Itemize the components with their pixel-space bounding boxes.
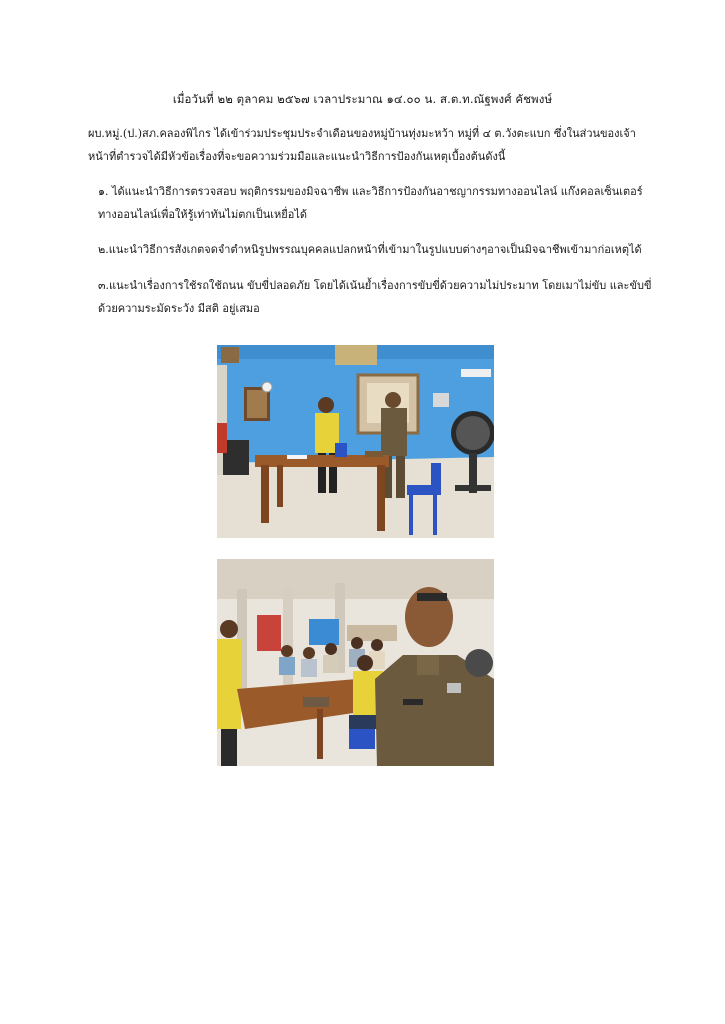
paragraph-item-3: ๓.แนะนำเรื่องการใช้รถใช้ถนน ขับขี่ปลอดภัย โดยได้เน้นย้ำเรื่องการขับขี่ด้วยความไม่ประมาท โดยเมาไม่ขับ และขับขี่ด้วยความระมัดระวัง มีสติ อยู่เสมอ (98, 279, 652, 315)
meeting-selfie-photo (217, 559, 494, 766)
paragraph-item-2: ๒.แนะนำวิธีการสังเกตจดจำตำหนิรูปพรรณบุคคลแปลกหน้าที่เข้ามาในรูปแบบต่างๆอาจเป็นมิจฉาชีพเข้ามาก่อเหตุได้ (98, 243, 642, 256)
paragraph-intro: ผบ.หมู่.(ป.)สภ.คลองพิไกร ได้เข้าร่วมประชุมประจำเดือนของหมู่บ้านทุ่งมะหว้า หมู่ที่ ๔ ต.วังตะแบก ซึ่งในส่วนของเจ้าหน้าที่ตำรวจได้มีหัวข้อเรื่องที่จะขอความร่วมมือและแนะนำวิธีการป้องกันเหตุเบื้องต้นดังนี้ (88, 127, 636, 163)
document-header: เมื่อวันที่ ๒๒ ตุลาคม ๒๕๖๗ เวลาประมาณ ๑๔.๐๐ น. ส.ต.ท.ณัฐพงศ์ คัชพงษ์ (172, 92, 553, 106)
meeting-selfie-illustration (217, 559, 494, 766)
meeting-speaker-photo (217, 345, 494, 538)
meeting-speaker-illustration (217, 345, 494, 538)
paragraph-item-1: ๑. ได้แนะนำวิธีการตรวจสอบ พฤติกรรมของมิจฉาชีพ และวิธีการป้องกันอาชญากรรมทางออนไลน์ แก๊งคอลเซ็นเตอร์ทางออนไลน์เพื่อให้รู้เท่าทันไม่ตกเป็นเหยื่อได้ (98, 185, 643, 221)
